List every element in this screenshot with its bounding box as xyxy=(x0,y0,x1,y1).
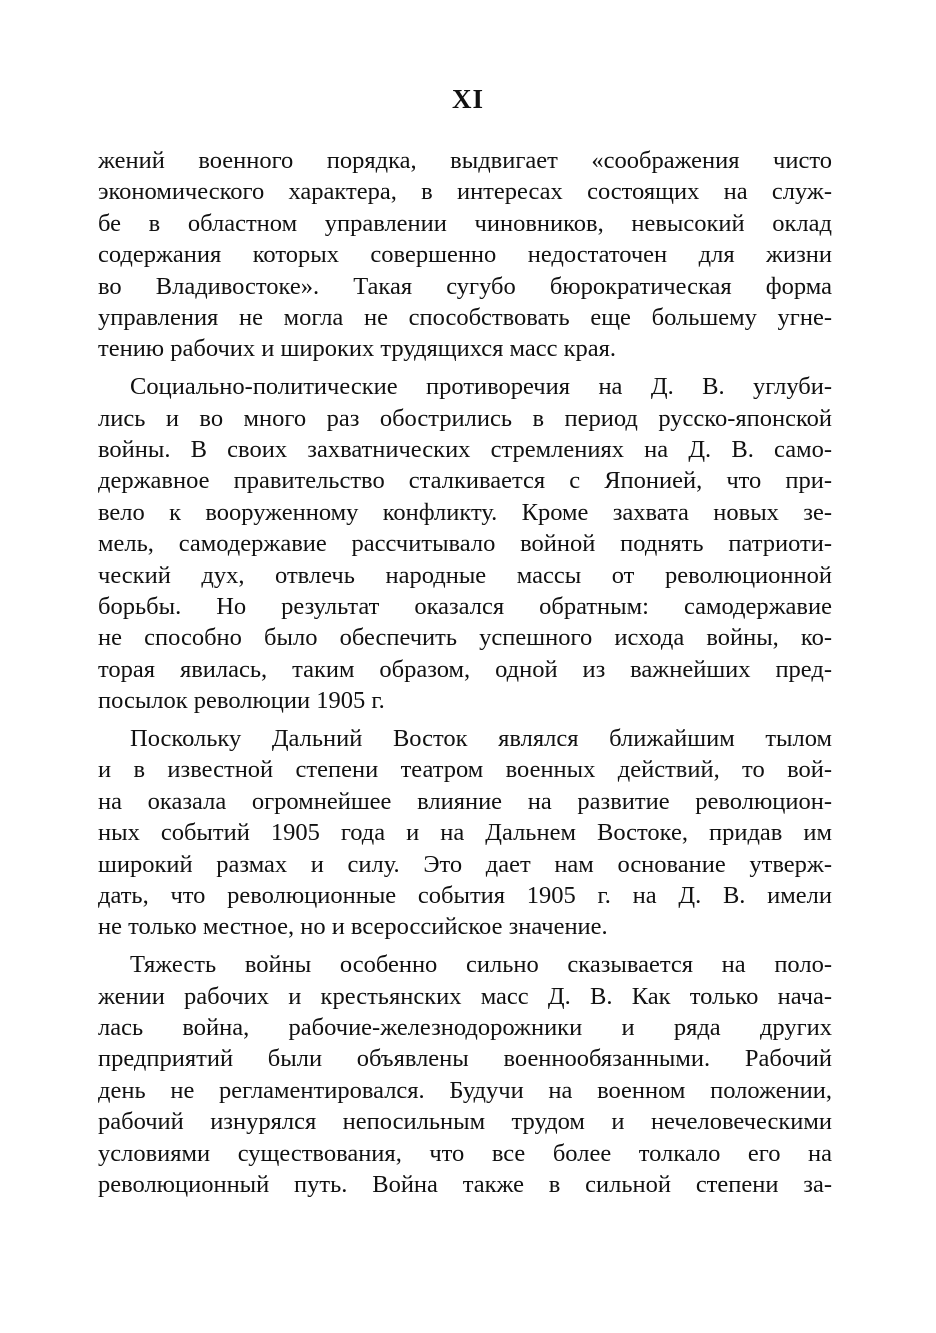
text-line: и в известной степени театром военных действий, то вой- xyxy=(98,756,832,784)
text-line: рабочий изнурялся непосильным трудом и нечеловеческими xyxy=(98,1108,832,1136)
text-line: посылок революции 1905 г. xyxy=(98,687,385,715)
text-line: во Владивостоке». Такая сугубо бюрократическая форма xyxy=(98,272,832,300)
paragraph-4 xyxy=(98,949,832,1200)
paragraph-2 xyxy=(98,371,832,716)
text-line: не способно было обеспечить успешного исхода войны, ко- xyxy=(98,624,832,652)
text-line: Поскольку Дальний Восток являлся ближайшим тылом xyxy=(130,725,832,753)
text-line: тению рабочих и широких трудящихся масс края. xyxy=(98,335,617,363)
body-text xyxy=(98,145,832,1200)
text-line: революционный путь. Война также в сильной степени за- xyxy=(98,1171,832,1198)
paragraph-1 xyxy=(98,145,832,365)
text-line: жении рабочих и крестьянских масс Д. В. Как только нача- xyxy=(98,982,832,1010)
text-line: ных событий 1905 года и на Дальнем Востоке, придав им xyxy=(98,819,832,847)
text-line: лась война, рабочие-железнодорожники и ряда других xyxy=(98,1014,832,1042)
text-line: Тяжесть войны особенно сильно сказывается на поло- xyxy=(130,951,832,979)
text-line: борьбы. Но результат оказался обратным: самодержавие xyxy=(98,592,832,620)
text-line: мель, самодержавие рассчитывало войной поднять патриоти- xyxy=(98,530,832,558)
text-line: на оказала огромнейшее влияние на развитие революцион- xyxy=(98,787,832,815)
paragraph-3 xyxy=(98,723,832,943)
text-line: державное правительство сталкивается с Японией, что при- xyxy=(98,467,832,495)
text-line: не только местное, но и всероссийское значение. xyxy=(98,913,608,941)
text-line: дать, что революционные события 1905 г. на Д. В. имели xyxy=(98,881,832,909)
text-line: управления не могла не способствовать еще большему угне- xyxy=(98,303,832,331)
text-line: лись и во много раз обострились в период русско-японской xyxy=(98,404,832,432)
text-line: условиями существования, что все более толкало его на xyxy=(98,1139,832,1167)
text-line: содержания которых совершенно недостаточен для жизни xyxy=(98,241,832,269)
text-line: войны. В своих захватнических стремлениях на Д. В. само- xyxy=(98,436,832,464)
text-line: бе в областном управлении чиновников, невысокий оклад xyxy=(98,209,832,237)
text-line: жений военного порядка, выдвигает «соображения чисто xyxy=(98,147,832,174)
text-line: широкий размах и силу. Это дает нам основание утверж- xyxy=(98,850,832,878)
text-line: ческий дух, отвлечь народные массы от революционной xyxy=(98,561,832,589)
text-line: экономического характера, в интересах состоящих на служ- xyxy=(98,178,832,206)
text-line: день не регламентировался. Будучи на военном положении, xyxy=(98,1076,832,1104)
text-line: предприятий были объявлены военнообязанными. Рабочий xyxy=(98,1045,832,1073)
text-line: вело к вооруженному конфликту. Кроме захвата новых зе- xyxy=(98,498,832,526)
text-line: Социально-политические противоречия на Д. В. углуби- xyxy=(130,373,832,401)
page-number: XI xyxy=(451,84,484,114)
text-line: торая явилась, таким образом, одной из важнейших пред- xyxy=(98,655,832,683)
